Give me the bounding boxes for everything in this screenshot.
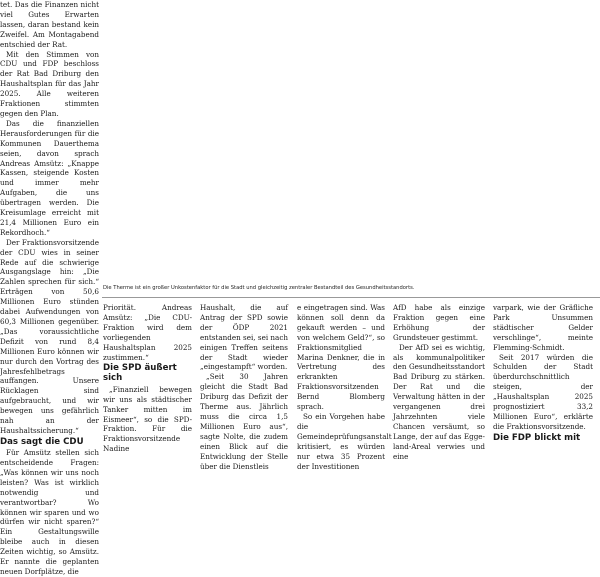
article-column-2 (200, 303, 288, 471)
left-article-column (0, 0, 99, 576)
subheading-spd: Die SPD äußert sich (103, 363, 177, 383)
paragraph: tet. Das die Finanzen nicht viel Gutes Erwarten lassen, daran bestand kein Zweifel. Am Montagabend entschied der Rat. (0, 0, 99, 49)
article-column-5 (493, 303, 593, 443)
article-photo (102, 0, 600, 283)
article-column-1 (103, 303, 192, 454)
paragraph: Das die finanziellen Herausforderungen für die Kommunen Dauerthema seien, davon sprach Andreas Amsütz: „Knappe Kassen, steigende Kosten und immer mehr Aufgaben, die uns übertragen werden. Die Kreisumlage erreicht mit 21,4 Millionen Euro ein Rekordhoch.“ (0, 118, 99, 237)
paragraph: Haushalt, die auf Antrag der SPD sowie der ÖDP 2021 entstanden sei, sei nach einigen Treffen seitens der Stadt wieder „eingestampft“ worden. (200, 303, 288, 372)
paragraph: e eingetragen sind. Was können soll denn da gekauft werden – und von welchem Geld?“, so Fraktionsmitglied Marina Denkner, die in Vertretung des erkrankten Fraktionsvorsitzenden Bernd Blomberg sprach. (297, 303, 385, 412)
paragraph: AfD habe als einzige Fraktion gegen eine Erhöhung der Grundsteuer gestimmt. (393, 303, 485, 342)
paragraph: Priorität. Andreas Amsütz: „Die CDU-Fraktion wird dem vorliegenden Haushaltsplan 2025 zustimmen.“ (103, 303, 192, 362)
paragraph: varpark, wie der Gräfliche Park Unsummen städtischer Gelder verschlinge“, meinte Flemming-Schmidt. (493, 303, 593, 352)
subheading-fdp: Die FDP blickt mit (493, 432, 581, 443)
paragraph: Für Amsütz stellen sich entscheidende Fragen: „Was können wir uns noch leisten? Was ist wirklich notwendig und verantwortbar? Wo können wir sparen und wo dürfen wir nicht sparen?“ Ein Gestaltungswille bleibe auch in diesen Zeiten wichtig, so Amsütz. Er nannte die geplanten neuen Dorfplätze, die (0, 448, 99, 576)
paragraph: „Seit 30 Jahren gleicht die Stadt Bad Driburg das Defizit der Therme aus. Jährlich muss die circa 1,5 Millionen Euro aus“, sagte Nolte, die zudem einen Blick auf die Entwicklung der Stelle über die Dienstleis (200, 372, 288, 471)
paragraph: Mit den Stimmen von CDU und FDP beschloss der Rat Bad Driburg den Haushaltsplan für das Jahr 2025. Alle weiteren Fraktionen stimmten gegen den Plan. (0, 49, 99, 118)
article-column-4 (393, 303, 485, 461)
paragraph: So ein Vorgehen habe die Gemeindeprüfungsanstalt kritisiert, es würden nur etwa 35 Prozent der Investitionen (297, 411, 392, 471)
divider (102, 297, 600, 298)
article-column-3 (297, 303, 392, 471)
paragraph: Seit 2017 würden die Schulden der Stadt überdurchschnittlich steigen, der „Haushaltsplan 2025 prognostiziert 33,2 Millionen Euro“, erklärte die Fraktionsvorsitzende. (493, 352, 593, 431)
subheading-cdu: Das sagt die CDU (0, 436, 84, 447)
photo-caption: Die Therme ist ein großer Unkostenfaktor für die Stadt und gleichzeitig zentraler Bestandteil des Gesundheitsstandorts. (103, 285, 415, 291)
paragraph: Der AfD sei es wichtig, als kommunalpolitiker den Gesundheitsstandort Bad Driburg zu stärken. Der Rat und die Verwaltung hätten in der vergangenen drei Jahrzehnten viele Chancen versäumt, so Lange, der auf das Egge-land-Areal verwies und eine (393, 342, 485, 461)
paragraph: Der Fraktionsvorsitzende der CDU wies in seiner Rede auf die schwierige Ausgangslage hin: „Die Zahlen sprechen für sich.“ Erträgen von 50,6 Millionen Euro stünden dabei Aufwendungen von 60,3 Millionen gegenüber. „Das voraussichtliche Defizit von rund 8,4 Millionen Euro können wir nur durch den Vortrag des Jahresfehlbetrags auffangen. Unsere Rücklagen sind aufgebraucht, und wir bewegen uns gefährlich nah an der Haushaltssicherung.“ (0, 237, 99, 435)
paragraph: „Finanziell bewegen wir uns als städtischer Tanker mitten im Eismeer“, so die SPD-Fraktion. Für die Fraktionsvorsitzende Nadine (103, 384, 192, 454)
